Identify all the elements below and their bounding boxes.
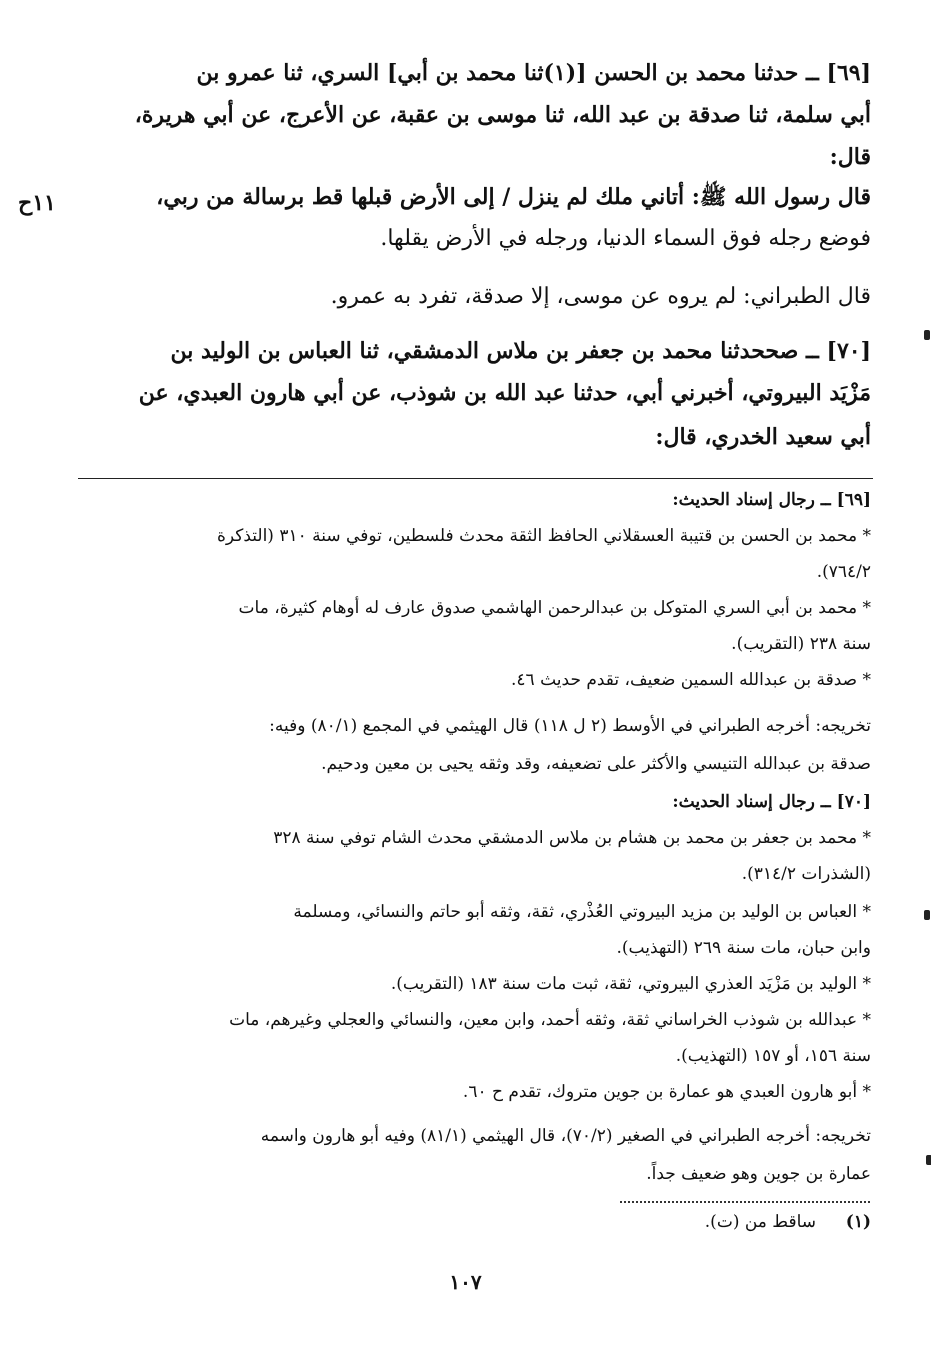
fn-70-narrator-2: * العباس بن الوليد بن مزيد البيروتي العُذْري، ثقة، وثقه أبو حاتم والنسائي، ومسلمة: [293, 902, 871, 922]
hadith-69-matn-line-2: فوضع رجله فوق السماء الدنيا، ورجله في الأرض يقلها.: [380, 226, 871, 251]
fn-70-narrator-2-cont: وابن حبان، مات سنة ٢٦٩ (التهذيب).: [616, 938, 871, 958]
scan-mark: [926, 1155, 931, 1165]
fn-69-narrator-2: * محمد بن أبي السري المتوكل بن عبدالرحمن الهاشمي صدوق عارف له أوهام كثيرة، مات: [238, 598, 871, 618]
hadith-69-matn-line-1: قال رسول الله ﷺ: أتاني ملك لم ينزل / إلى الأرض قبلها قط برسالة من ربي،: [156, 184, 871, 210]
hadith-70-line-2: مَزْيَد البيروتي، أخبرني أبي، حدثنا عبد الله بن شوذب، عن أبي هارون العبدي، عن: [138, 380, 871, 406]
hadith-69-line-1: [٦٩] ــ حدثنا محمد بن الحسن [(١)ثنا محمد بن أبي] السري، ثنا عمرو بن: [196, 60, 871, 86]
fn-69-narrator-3: * صدقة بن عبدالله السمين ضعيف، تقدم حديث ٤٦.: [511, 670, 871, 690]
fn-70-narrator-5: * أبو هارون العبدي هو عمارة بن جوين متروك، تقدم ح ٦٠.: [462, 1082, 871, 1102]
fn-70-narrator-3: * الوليد بن مَزْيَد العذري البيروتي، ثقة، ثبت مات سنة ١٨٣ (التقريب).: [390, 974, 871, 994]
hadith-70-line-1: [٧٠] ــ صححدثنا محمد بن جعفر بن ملاس الدمشقي، ثنا العباس بن الوليد بن: [170, 338, 871, 364]
apparatus-separator: [620, 1201, 870, 1203]
margin-note: ١١ح: [18, 190, 56, 216]
fn-70-narrator-1: * محمد بن جعفر بن محمد بن هشام بن ملاس الدمشقي محدث الشام توفي سنة ٣٢٨: [273, 828, 871, 848]
fn-70-takhrij: تخريجه: أخرجه الطبراني في الصغير (٧٠/٢)، قال الهيثمي (٨١/١) وفيه أبو هارون واسمه: [260, 1126, 871, 1146]
apparatus-number: (١): [845, 1212, 871, 1232]
hadith-70-line-3: أبي سعيد الخدري، قال:: [655, 424, 871, 450]
fn-70-narrator-4-cont: سنة ١٥٦، أو ١٥٧ (التهذيب).: [675, 1046, 871, 1066]
fn-69-heading: [٦٩] ــ رجال إسناد الحديث:: [672, 490, 871, 510]
scan-mark: [924, 330, 930, 340]
fn-69-takhrij: تخريجه: أخرجه الطبراني في الأوسط (٢ ل ١١٨) قال الهيثمي في المجمع (٨٠/١) وفيه:: [269, 716, 871, 736]
fn-69-narrator-1: * محمد بن الحسن بن قتيبة العسقلاني الحافظ الثقة محدث فلسطين، توفي سنة ٣١٠ (التذكرة: [216, 526, 871, 546]
hadith-69-line-2: أبي سلمة، ثنا صدقة بن عبد الله، ثنا موسى بن عقبة، عن الأعرج، عن أبي هريرة،: [134, 102, 871, 128]
apparatus-note: ساقط من (ت).: [704, 1212, 816, 1232]
hadith-69-line-3: قال:: [829, 144, 871, 170]
fn-70-takhrij-cont: عمارة بن جوين وهو ضعيف جداً.: [646, 1164, 871, 1184]
fn-69-narrator-2-cont: سنة ٢٣٨ (التقريب).: [731, 634, 871, 654]
fn-69-narrator-1-cont: ٧٦٤/٢).: [816, 562, 871, 582]
fn-70-narrator-1-cont: (الشذرات ٣١٤/٢).: [741, 864, 871, 884]
tabarani-comment: قال الطبراني: لم يروه عن موسى، إلا صدقة، تفرد به عمرو.: [330, 284, 871, 309]
footnote-separator: [78, 478, 873, 479]
fn-69-takhrij-cont: صدقة بن عبدالله التنيسي والأكثر على تضعيفه، وقد وثقه يحيى بن معين ودحيم.: [321, 754, 871, 774]
page-number: ١٠٧: [449, 1270, 482, 1294]
fn-70-narrator-4: * عبدالله بن شوذب الخراساني ثقة، وثقه أحمد، وابن معين، والنسائي والعجلي وغيرهم، مات: [229, 1010, 871, 1030]
fn-70-heading: [٧٠] ــ رجال إسناد الحديث:: [672, 792, 871, 812]
scan-mark: [924, 910, 930, 920]
